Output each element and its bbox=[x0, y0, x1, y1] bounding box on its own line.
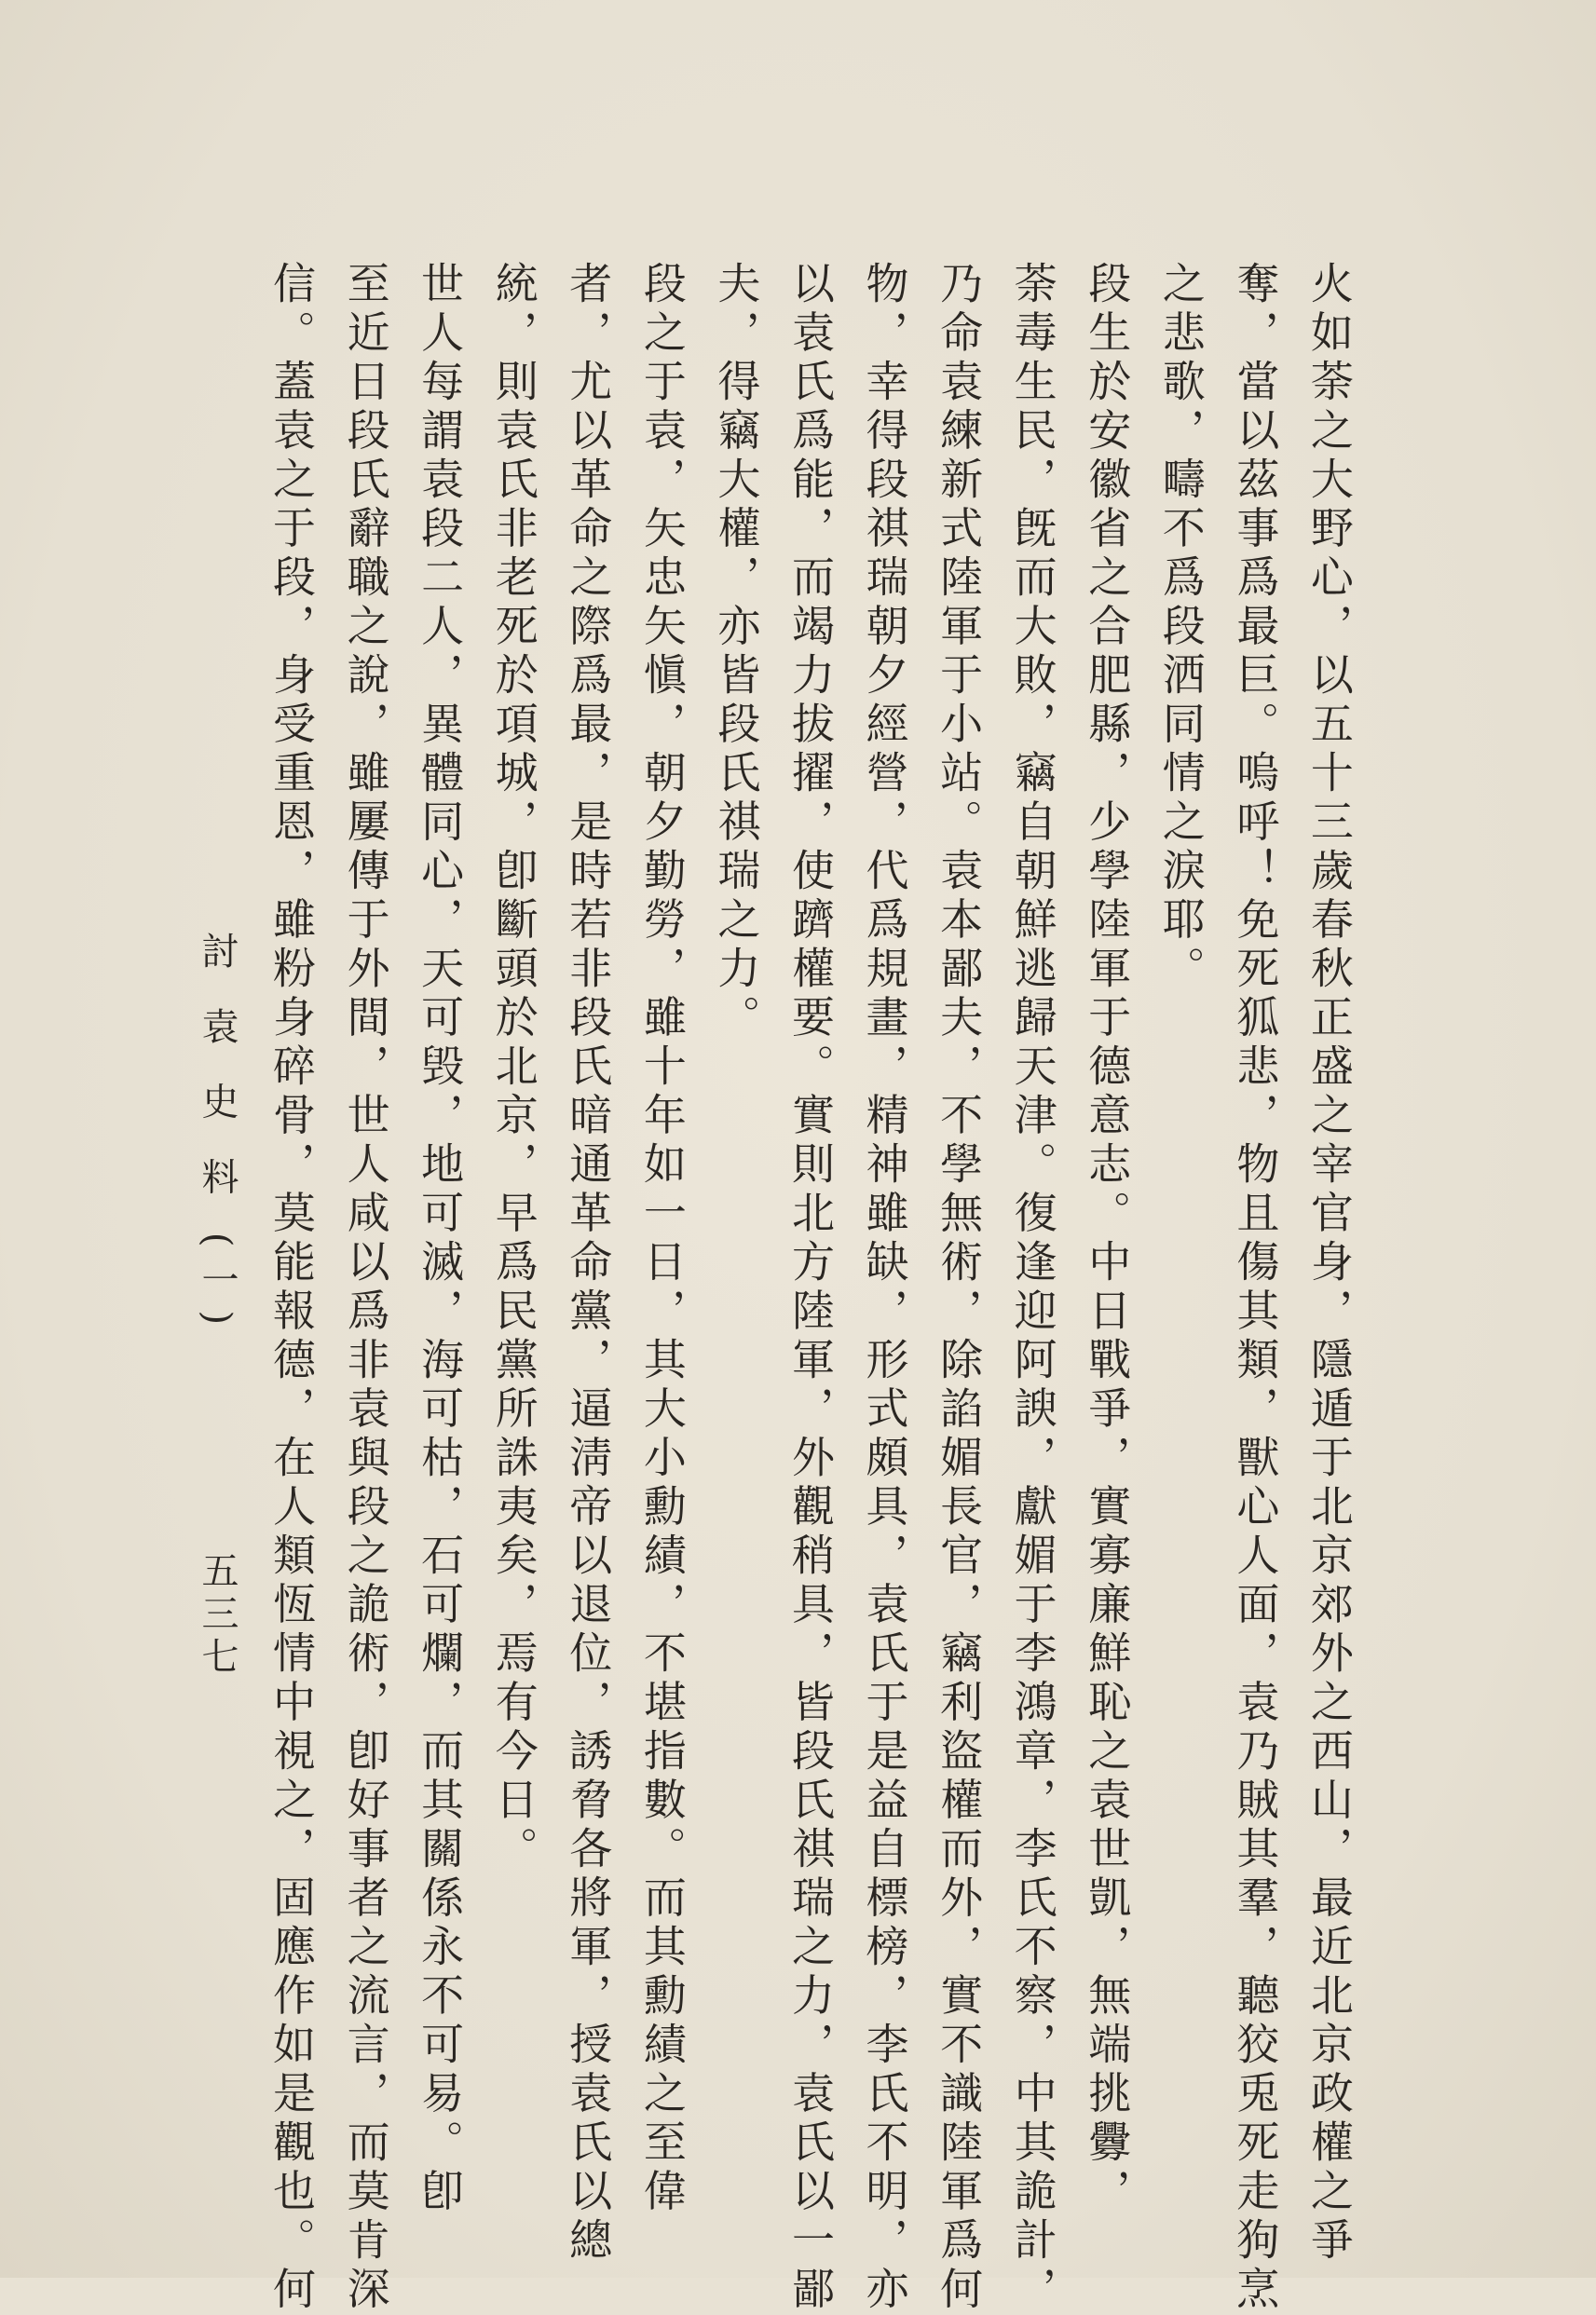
text-column-12: 統，則袁氏非老死於項城，卽斷頭於北京，早爲民黨所誅夷矣，焉有今日。 bbox=[488, 261, 539, 1875]
text-column-7: 物，幸得段祺瑞朝夕經營，代爲規畫，精神雖缺，形式頗具，袁氏于是益自標榜，李氏不明，亦 bbox=[859, 261, 910, 2315]
text-column-15: 信。蓋袁之于段，身受重恩，雖粉身碎骨，莫能報德，在人類恆情中視之，固應作如是觀也。何 bbox=[266, 261, 317, 2315]
text-column-11: 者，尤以革命之際爲最，是時若非段氏暗通革命黨，逼淸帝以退位，誘脅各將軍，授袁氏以總 bbox=[563, 261, 614, 2267]
text-column-10: 段之于袁，矢忠矢愼，朝夕勤勞，雖十年如一日，其大小勳績，不堪指數。而其勳績之至偉 bbox=[636, 261, 688, 2217]
text-column-8: 以袁氏爲能，而竭力拔擢，使躋權要。實則北方陸軍，外觀稍具，皆段氏祺瑞之力，袁氏以一鄙 bbox=[784, 261, 836, 2315]
book-title: 討 袁 史 料 (一) bbox=[196, 932, 239, 1339]
text-column-14: 至近日段氏辭職之說，雖屢傳于外間，世人咸以爲非袁與段之詭術，卽好事者之流言，而莫肯深 bbox=[340, 261, 391, 2315]
text-column-2: 奪，當以茲事爲最巨。嗚呼！免死狐悲，物且傷其類，獸心人面，袁乃賊其羣，聽狡兎死走狗烹 bbox=[1230, 261, 1281, 2315]
text-column-13: 世人每謂袁段二人，異體同心，天可毁，地可滅，海可枯，石可爛，而其關係永不可易。卽 bbox=[415, 261, 466, 2217]
text-column-9: 夫，得竊大權，亦皆段氏祺瑞之力。 bbox=[711, 261, 762, 1043]
text-column-5: 荼毒生民，旣而大敗，竊自朝鮮逃歸天津。復逢迎阿諛，獻媚于李鴻章，李氏不察，中其詭計， bbox=[1007, 261, 1058, 2315]
page-number: 五三七 bbox=[196, 1551, 239, 1680]
text-column-4: 段生於安徽省之合肥縣，少學陸軍于德意志。中日戰爭，實寡廉鮮恥之袁世凱，無端挑釁， bbox=[1082, 261, 1133, 2217]
text-column-1: 火如荼之大野心，以五十三歲春秋正盛之宰官身，隱遁于北京郊外之西山，最近北京政權之爭 bbox=[1303, 261, 1355, 2267]
text-column-6: 乃命袁練新式陸軍于小站。袁本鄙夫，不學無術，除諂媚長官，竊利盜權而外，實不識陸軍爲何 bbox=[934, 261, 985, 2315]
body-text bbox=[266, 261, 1355, 2315]
text-column-3: 之悲歌，疇不爲段洒同情之淚耶。 bbox=[1155, 261, 1207, 995]
